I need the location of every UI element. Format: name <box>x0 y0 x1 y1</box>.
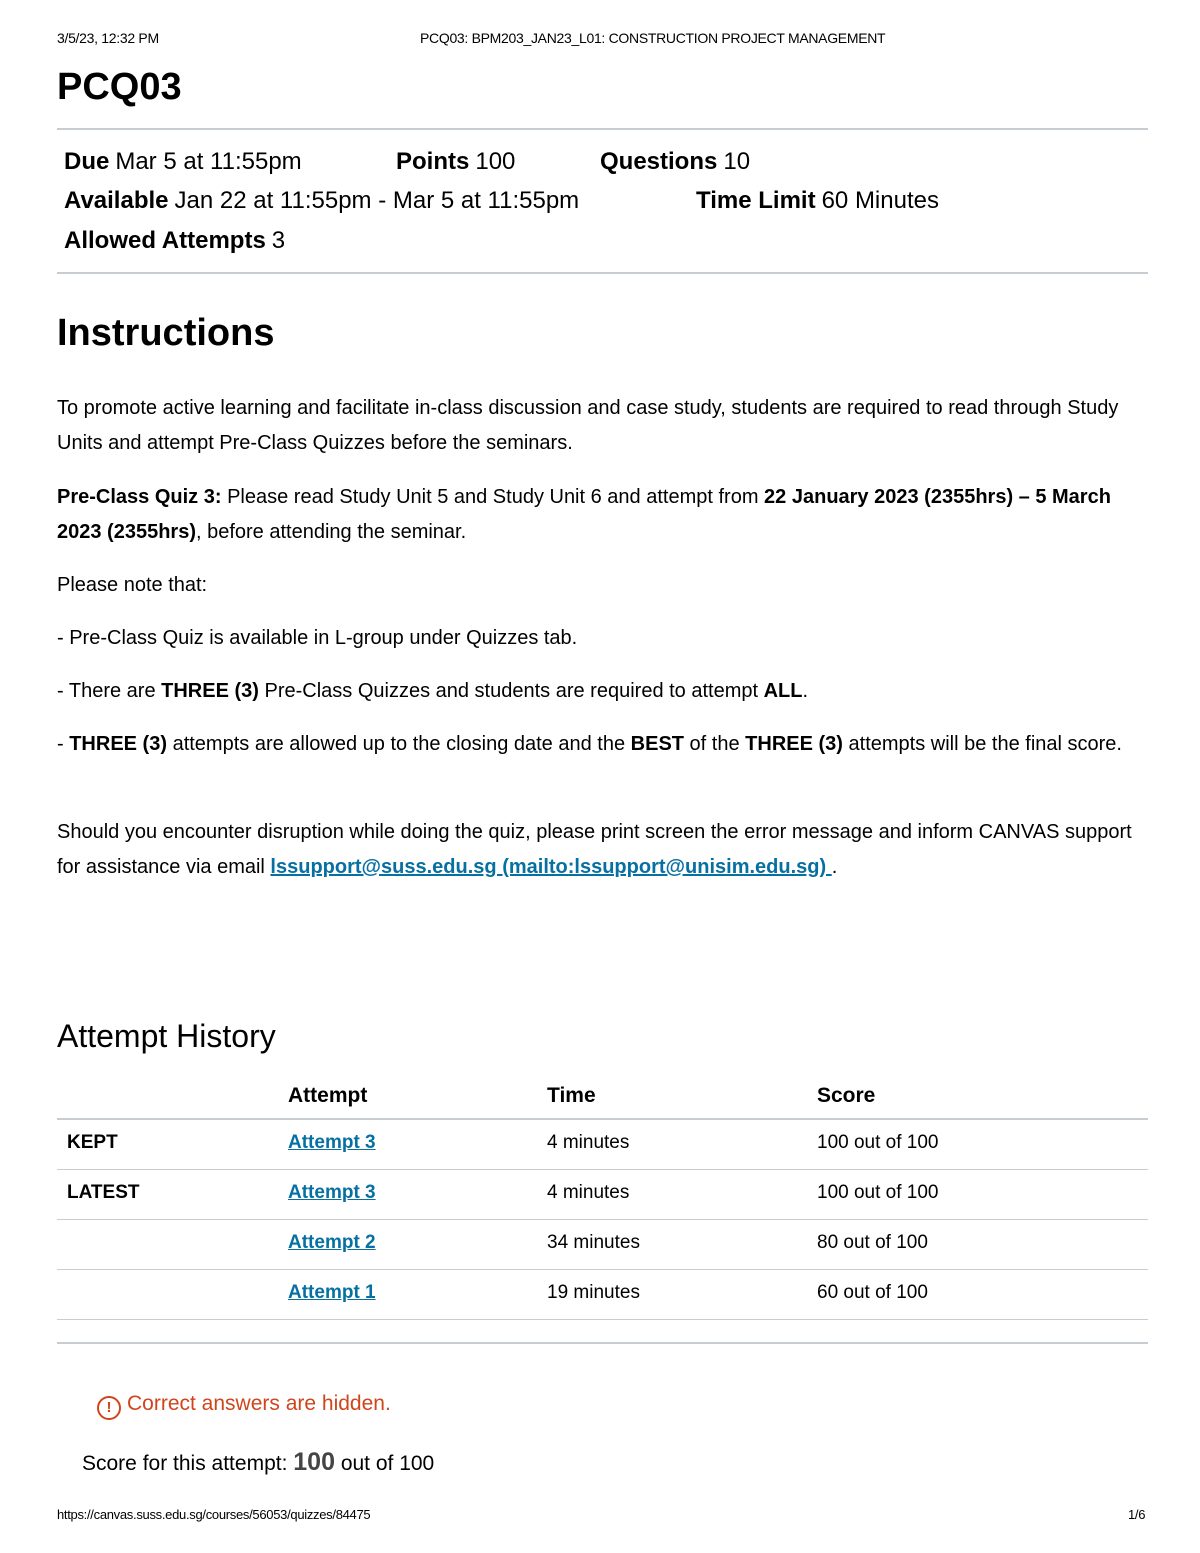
instructions-paragraph-7 <box>57 815 1147 885</box>
due-value: Mar 5 at 11:55pm <box>115 148 302 175</box>
instructions-emphasis: THREE (3) <box>69 733 168 755</box>
table-row <box>57 1170 1148 1220</box>
time-limit-detail <box>696 187 939 215</box>
attempt-link[interactable]: Attempt 3 <box>288 1182 376 1203</box>
attempt-tag: KEPT <box>67 1132 118 1153</box>
attempts-label: Allowed Attempts <box>64 227 266 254</box>
instructions-emphasis: BEST <box>630 733 684 755</box>
attempt-score: 100 out of 100 <box>817 1182 939 1203</box>
instructions-text: , before attending the seminar. <box>195 521 467 543</box>
answers-hidden-text: Correct answers are hidden. <box>127 1392 391 1415</box>
instructions-text: . <box>802 680 809 702</box>
quiz-label: Pre-Class Quiz 3: <box>57 486 222 508</box>
attempt-score: 60 out of 100 <box>817 1282 928 1303</box>
instructions-emphasis: THREE (3) <box>161 680 259 702</box>
table-row <box>57 1120 1148 1170</box>
time-limit-label: Time Limit <box>696 187 816 214</box>
instructions-text: - <box>57 733 70 755</box>
print-page-title: PCQ03: BPM203_JAN23_L01: CONSTRUCTION PROJECT MANAGEMENT <box>420 30 886 46</box>
instructions-text: . <box>831 856 838 878</box>
instructions-emphasis: THREE (3) <box>745 733 843 755</box>
table-header-row <box>57 1072 1148 1120</box>
attempt-score-summary <box>82 1448 434 1477</box>
quiz-title: PCQ03 <box>57 66 182 108</box>
attempt-time: 4 minutes <box>547 1182 630 1203</box>
available-value: Jan 22 at 11:55pm - Mar 5 at 11:55pm <box>174 187 580 214</box>
instructions-emphasis: ALL <box>763 680 803 702</box>
instructions-text: - There are <box>57 680 162 702</box>
points-value: 100 <box>475 148 516 175</box>
attempt-link[interactable]: Attempt 1 <box>288 1282 376 1303</box>
attempt-history-heading: Attempt History <box>57 1018 276 1054</box>
instructions-paragraph-4: - Pre-Class Quiz is available in L-group under Quizzes tab. <box>57 627 578 649</box>
instructions-text: attempts are allowed up to the closing date and the <box>167 733 631 755</box>
quiz-dates: 22 January 2023 (2355hrs) – 5 March 2023 (2355hrs) <box>57 486 1111 543</box>
table-row <box>57 1270 1148 1320</box>
quiz-details-row-1 <box>64 148 302 176</box>
divider <box>57 1342 1148 1344</box>
print-url: https://canvas.suss.edu.sg/courses/56053/quizzes/84475 <box>57 1507 371 1522</box>
instructions-paragraph-6 <box>57 727 1147 762</box>
table-row <box>57 1220 1148 1270</box>
attempts-value: 3 <box>271 227 286 254</box>
instructions-paragraph-3: Please note that: <box>57 574 208 596</box>
print-datetime: 3/5/23, 12:32 PM <box>57 30 159 46</box>
time-limit-value: 60 Minutes <box>821 187 939 214</box>
attempt-link[interactable]: Attempt 3 <box>288 1132 376 1153</box>
instructions-heading: Instructions <box>57 312 275 354</box>
attempt-time: 4 minutes <box>547 1132 630 1153</box>
score-label: Score for this attempt: <box>82 1452 288 1475</box>
available-detail <box>64 187 579 215</box>
attempt-time: 19 minutes <box>547 1282 640 1303</box>
attempt-time: 34 minutes <box>547 1232 640 1253</box>
column-header-time: Time <box>547 1084 596 1107</box>
instructions-text: attempts will be the final score. <box>842 733 1122 755</box>
score-value: 100 <box>293 1448 335 1476</box>
instructions-paragraph-2 <box>57 480 1147 550</box>
answers-hidden-notice <box>97 1392 391 1420</box>
available-label: Available <box>64 187 169 214</box>
attempt-history-table <box>57 1072 1148 1320</box>
points-label: Points <box>396 148 470 175</box>
attempt-score: 80 out of 100 <box>817 1232 928 1253</box>
instructions-paragraph-5 <box>57 674 1147 709</box>
attempt-tag: LATEST <box>67 1182 140 1203</box>
attempts-detail <box>64 227 285 255</box>
score-suffix: out of 100 <box>340 1452 435 1475</box>
points-detail <box>396 148 515 176</box>
column-header-attempt: Attempt <box>288 1084 368 1107</box>
instructions-text: of the <box>684 733 746 755</box>
attempt-link[interactable]: Attempt 2 <box>288 1232 376 1253</box>
print-page-number: 1/6 <box>1128 1507 1146 1522</box>
divider <box>57 272 1148 274</box>
due-label: Due <box>64 148 110 175</box>
instructions-text: Please read Study Unit 5 and Study Unit 6 and attempt from <box>221 486 765 508</box>
column-header-score: Score <box>817 1084 876 1107</box>
questions-detail <box>600 148 750 176</box>
attempt-score: 100 out of 100 <box>817 1132 939 1153</box>
warning-icon: ! <box>97 1396 121 1420</box>
instructions-text: Should you encounter disruption while doing the quiz, please print screen the error message and inform CANVAS support for assistance via email <box>57 821 1132 878</box>
divider <box>57 128 1148 130</box>
questions-value: 10 <box>723 148 751 175</box>
instructions-paragraph-1: To promote active learning and facilitate in-class discussion and case study, students are required to read through Study Units and attempt Pre-Class Quizzes before the seminars. <box>57 397 1119 454</box>
questions-label: Questions <box>600 148 718 175</box>
support-email-link[interactable]: lssupport@suss.edu.sg (mailto:lssupport@unisim.edu.sg) <box>270 856 832 878</box>
instructions-text: Pre-Class Quizzes and students are required to attempt <box>258 680 764 702</box>
